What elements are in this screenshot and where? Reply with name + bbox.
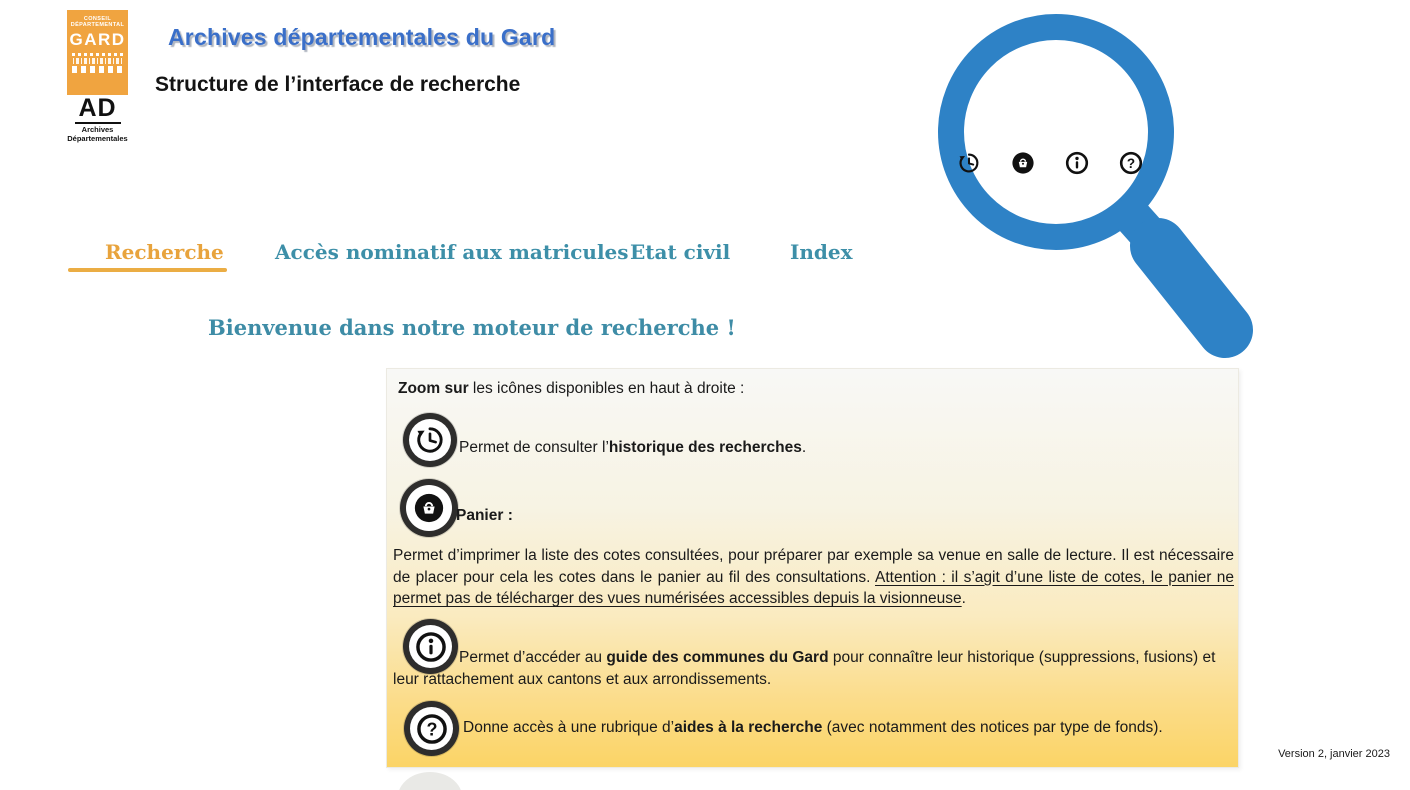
logo-gard-text: GARD (69, 30, 126, 49)
magnifier-icon-row (957, 151, 1143, 175)
basket-warning-underlined: Attention : il s’agit d’une liste de cotes, le panier ne permet pas de télécharger des vues numérisées accessibles depuis la visionneuse (393, 568, 1234, 607)
archives-departementales-logo (67, 95, 128, 143)
history-description: Permet de consulter l’historique des recherches. (459, 439, 807, 456)
gard-logo (67, 10, 128, 143)
intro-line (398, 378, 744, 400)
history-icon[interactable] (957, 151, 981, 175)
page-title: Archives départementales du Gard (168, 24, 556, 50)
tab-acces-nominatif-matricules[interactable]: Accès nominatif aux matricules (275, 240, 629, 264)
logo-divider (75, 122, 121, 124)
tab-etat-civil[interactable]: Etat civil (630, 240, 731, 264)
basket-icon (400, 479, 458, 537)
logo-sub-line2: Départementales (67, 133, 128, 143)
basket-description: Permet d’imprimer la liste des cotes consultées, pour préparer par exemple sa venue en salle de lecture. Il est nécessaire de placer pour cela les cotes dans le panier au fil des consultations. Attention : il s’agit d’une liste de cotes, le panier ne permet pas de télécharger des vues numérisées accessibles depuis la visionneuse. (393, 547, 1234, 607)
help-description: Donne accès à une rubrique d’aides à la recherche (avec notamment des notices par type de fonds). (463, 719, 1163, 736)
intro-rest: les icônes disponibles en haut à droite : (468, 380, 745, 397)
logo-council-line1: CONSEIL (83, 16, 112, 22)
basket-icon[interactable] (1011, 151, 1035, 175)
help-icon[interactable] (1119, 151, 1143, 175)
pont-du-gard-icon (72, 53, 124, 73)
gard-logo-orange (67, 10, 128, 95)
history-icon (403, 413, 457, 467)
tab-recherche[interactable]: Recherche (105, 240, 224, 264)
active-tab-underline (68, 268, 227, 272)
icons-explanation-box (386, 368, 1239, 768)
info-description: Permet d’accéder au guide des communes du Gard pour connaître leur historique (suppressions, fusions) et leur rattachement aux cantons et aux arrondissements. (393, 649, 1216, 688)
logo-council-line2: DÉPARTEMENTAL (70, 22, 125, 28)
help-icon (404, 701, 459, 756)
intro-bold: Zoom sur (398, 380, 469, 397)
logo-sub-line1: Archives (81, 125, 114, 134)
welcome-heading: Bienvenue dans notre moteur de recherche ! (208, 315, 736, 340)
page-subtitle: Structure de l’interface de recherche (155, 73, 521, 96)
partial-next-icon (398, 772, 462, 790)
logo-ad-text: AD (78, 94, 117, 122)
version-label: Version 2, janvier 2023 (1278, 748, 1390, 760)
magnifier-illustration (920, 4, 1260, 360)
basket-label: Panier : (456, 507, 513, 524)
logo-council-text (67, 16, 128, 28)
tab-index[interactable]: Index (790, 240, 853, 264)
info-icon[interactable] (1065, 151, 1089, 175)
